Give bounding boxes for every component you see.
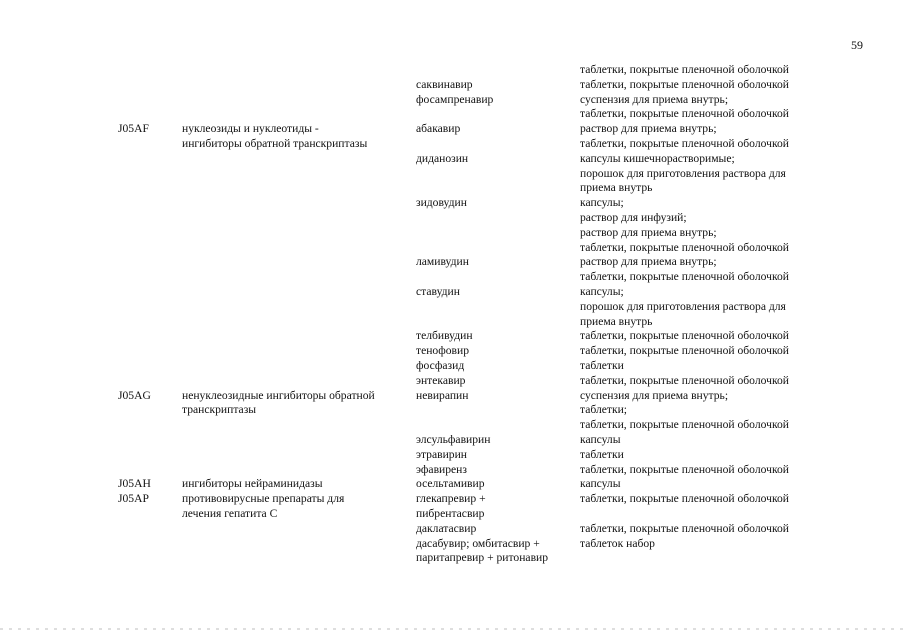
drug-name-line: зидовудин (416, 196, 467, 210)
dosage-form-line: таблетки, покрытые пленочной оболочкой (580, 418, 789, 432)
page-number: 59 (851, 38, 863, 52)
drug-name-line: даклатасвир (416, 521, 477, 535)
drug-name-line: саквинавир (416, 77, 473, 91)
dosage-form-line: таблетки, покрытые пленочной оболочкой (580, 270, 789, 284)
dosage-form-line: таблетки (580, 359, 624, 372)
dosage-form-line: таблетки; (580, 403, 628, 417)
drug-name-line: осельтамивир (416, 477, 485, 491)
dosage-form-line: таблетки, покрытые пленочной оболочкой (580, 107, 789, 121)
drug-name-line: этравирин (416, 447, 468, 461)
scan-edge-artifact (0, 628, 905, 630)
dosage-form-line: таблетки, покрытые пленочной оболочкой (580, 344, 789, 358)
drug-name-line: телбивудин (416, 329, 473, 343)
dosage-form-line: капсулы; (580, 196, 624, 210)
dosage-form-line: таблетки, покрытые пленочной оболочкой (580, 329, 789, 343)
group-name-line: лечения гепатита С (182, 507, 278, 520)
atc-code: J05AF (118, 122, 149, 136)
drug-name-line: диданозин (416, 151, 469, 165)
drug-name-line: фосфазид (416, 359, 465, 372)
drug-name-line: абакавир (416, 122, 461, 136)
group-name-line: ненуклеозидные ингибиторы обратной (182, 388, 375, 402)
drug-name-line: паритапревир + ритонавир (416, 551, 549, 565)
dosage-form-line: таблеток набор (580, 536, 655, 550)
dosage-form-line: таблетки, покрытые пленочной оболочкой (580, 521, 789, 535)
drug-name-line: глекапревир + (416, 492, 486, 506)
dosage-form-line: порошок для приготовления раствора для (580, 299, 786, 313)
dosage-form-line: таблетки, покрытые пленочной оболочкой (580, 373, 789, 387)
drug-name-line: ставудин (416, 285, 460, 298)
dosage-form-line: раствор для приема внутрь; (580, 255, 717, 269)
atc-code: J05AH (118, 477, 151, 491)
dosage-form-line: суспензия для приема внутрь; (580, 92, 729, 106)
dosage-form-line: приема внутрь (580, 314, 653, 328)
dosage-form-line: капсулы (580, 477, 621, 491)
dosage-form-line: таблетки, покрытые пленочной оболочкой (580, 63, 789, 76)
group-name-line: ингибиторы нейраминидазы (182, 477, 323, 491)
dosage-form-line: таблетки, покрытые пленочной оболочкой (580, 77, 789, 91)
drug-name-line: элсульфавирин (416, 433, 491, 446)
dosage-form-line: таблетки, покрытые пленочной оболочкой (580, 492, 789, 506)
drug-name-line: невирапин (416, 388, 469, 402)
dosage-form-line: приема внутрь (580, 181, 653, 195)
dosage-form-line: таблетки, покрытые пленочной оболочкой (580, 240, 789, 254)
group-name-line: противовирусные препараты для (182, 492, 345, 506)
drug-name-line: ламивудин (416, 255, 469, 269)
dosage-form-line: раствор для инфузий; (580, 211, 687, 224)
dosage-form-line: таблетки, покрытые пленочной оболочкой (580, 137, 789, 150)
dosage-form-line: суспензия для приема внутрь; (580, 388, 729, 402)
drug-name-line: энтекавир (416, 373, 466, 387)
dosage-form-line: таблетки (580, 447, 624, 461)
group-name-line: нуклеозиды и нуклеотиды - (182, 122, 319, 136)
dosage-form-line: раствор для приема внутрь; (580, 122, 717, 136)
group-name-line: ингибиторы обратной транскриптазы (182, 137, 368, 150)
dosage-form-line: капсулы кишечнорастворимые; (580, 151, 735, 165)
atc-code: J05AP (118, 492, 149, 506)
drug-name-line: тенофовир (416, 344, 469, 358)
dosage-form-line: раствор для приема внутрь; (580, 225, 717, 239)
drug-name-line: фосампренавир (416, 92, 494, 106)
drug-name-line: эфавиренз (416, 462, 467, 476)
group-name-line: транскриптазы (182, 403, 257, 417)
drug-name-line: дасабувир; омбитасвир + (416, 536, 540, 550)
drug-name-line: пибрентасвир (416, 507, 485, 520)
dosage-form-line: порошок для приготовления раствора для (580, 166, 786, 180)
dosage-form-line: капсулы (580, 433, 621, 446)
dosage-form-line: таблетки, покрытые пленочной оболочкой (580, 462, 789, 476)
atc-code: J05AG (118, 388, 151, 402)
dosage-form-line: капсулы; (580, 285, 624, 298)
